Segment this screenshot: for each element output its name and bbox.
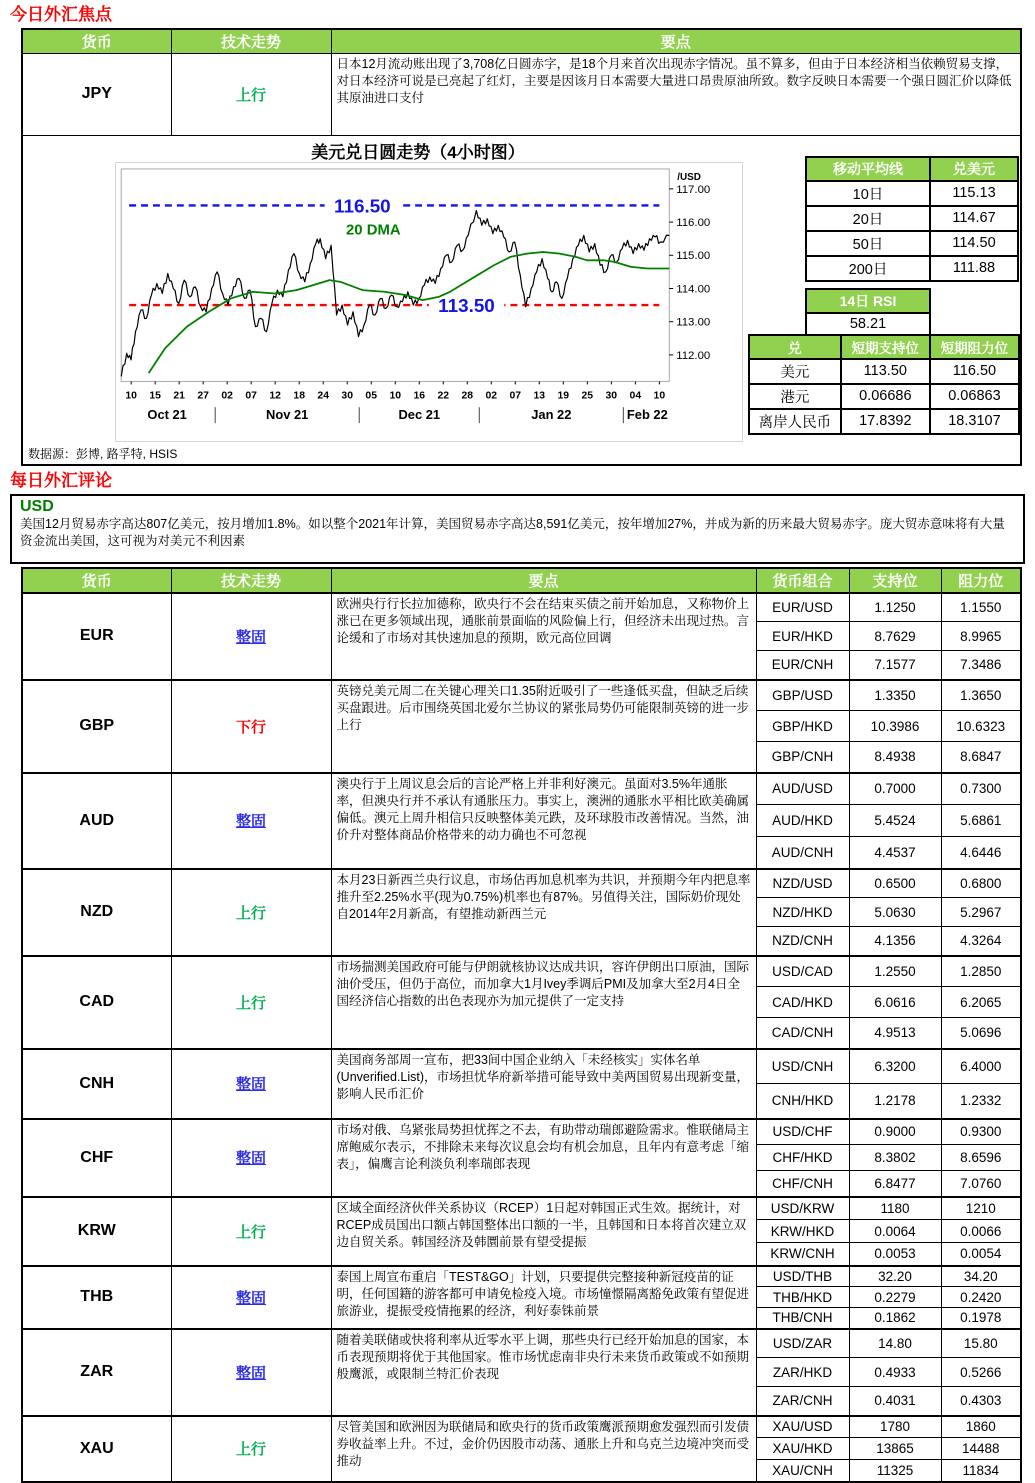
- trend-cell: 整固: [171, 1329, 331, 1416]
- header-pair: 货币组合: [756, 568, 849, 593]
- ma-header: 移动平均线: [806, 157, 930, 181]
- keypoints-cell: 欧洲央行行长拉加德称，欧央行不会在结束买债之前开始加息，又称物价上涨已在更多领域出现，通胀前景面临的风险偏上行，但经济未出现过热。言论缓和了市场对其快速加息的预期，欧元高位回调: [331, 593, 756, 680]
- trend-cell: 整固: [171, 1049, 331, 1119]
- x-tick-label: 10: [653, 389, 666, 401]
- support-cell: 1.1250: [849, 593, 941, 622]
- y-tick-label: 116.00: [676, 216, 711, 229]
- focus-trend-cell: 上行: [171, 53, 331, 135]
- pair-cell: CHF/HKD: [756, 1145, 849, 1171]
- x-tick-label: 02: [485, 389, 498, 401]
- currency-cell: NZD: [22, 869, 171, 956]
- x-tick-label: 30: [341, 389, 354, 401]
- resistance-cell: 6.2065: [941, 987, 1021, 1018]
- ma-cell: 50日: [806, 231, 930, 256]
- support-cell: 13865: [849, 1438, 941, 1460]
- resistance-cell: 14488: [941, 1438, 1021, 1460]
- sr-cell: 116.50: [930, 359, 1019, 384]
- support-cell: 4.1356: [849, 927, 941, 956]
- commentary-table: [21, 567, 1022, 1483]
- resistance-cell: 7.3486: [941, 651, 1021, 680]
- ma-cell: 114.50: [930, 231, 1018, 256]
- support-cell: 10.3986: [849, 711, 941, 742]
- resistance-cell: 11834: [941, 1460, 1021, 1482]
- x-tick-label: 22: [437, 389, 450, 401]
- datasource-row: [22, 443, 1021, 465]
- focus-header-keypoints: 要点: [331, 29, 1021, 54]
- currency-cell: XAU: [22, 1416, 171, 1482]
- x-tick-label: 07: [509, 389, 522, 401]
- trend-cell: 整固: [171, 773, 331, 869]
- resistance-cell: 34.20: [941, 1266, 1021, 1287]
- keypoints-cell: 尽管美国和欧洲因为联储局和欧央行的货币政策鹰派预期愈发强烈而引发债券收益率上升。不过，金价仍因股市动荡、通胀上升和乌克兰边境冲突而受推动: [331, 1416, 756, 1482]
- header-currency: 货币: [22, 568, 171, 593]
- x-tick-label: 07: [245, 389, 257, 401]
- header-keypoints: 要点: [331, 568, 756, 593]
- pair-cell: ZAR/CNH: [756, 1387, 849, 1416]
- support-cell: 0.0053: [849, 1243, 941, 1266]
- pair-cell: XAU/CNH: [756, 1460, 849, 1482]
- support-cell: 1.2178: [849, 1084, 941, 1119]
- dma-label: 20 DMA: [346, 222, 401, 239]
- pair-cell: THB/CNH: [756, 1308, 849, 1329]
- level-label: 116.50: [334, 194, 391, 216]
- sr-cell: 113.50: [841, 359, 930, 384]
- resistance-cell: 0.1978: [941, 1308, 1021, 1329]
- pair-cell: EUR/HKD: [756, 622, 849, 651]
- level-label: 113.50: [438, 294, 495, 316]
- pair-cell: GBP/USD: [756, 680, 849, 711]
- section-title-daily-commentary: 每日外汇评论: [10, 471, 112, 491]
- month-label: Oct 21: [147, 406, 187, 422]
- pair-cell: AUD/HKD: [756, 805, 849, 837]
- month-label: Dec 21: [398, 406, 441, 422]
- keypoints-cell: 市场揣测美国政府可能与伊朗就核协议达成共识，容许伊朗出口原油，国际油价受压，但仍于高位，而加拿大1月Ivey季调后PMI及加拿大至2月4日全国经济信心指数的出色表现亦为加元提供了一定支持: [331, 956, 756, 1049]
- ma-row: [806, 231, 1018, 256]
- x-tick-label: 13: [533, 389, 546, 401]
- focus-header-trend: 技术走势: [171, 29, 331, 54]
- x-tick-label: 27: [197, 389, 209, 401]
- sr-cell: 0.06686: [841, 384, 930, 409]
- resistance-cell: 0.4303: [941, 1387, 1021, 1416]
- support-cell: 14.80: [849, 1329, 941, 1358]
- keypoints-cell: 英镑兑美元周二在关键心理关口1.35附近吸引了一些逢低买盘，但缺乏后续买盘跟进。后市围绕英国北爱尔兰协议的紧张局势仍可能限制英镑的进一步上行: [331, 680, 756, 773]
- resistance-cell: 5.6861: [941, 805, 1021, 837]
- ma-cell: 200日: [806, 256, 930, 281]
- header-support: 支持位: [849, 568, 941, 593]
- resistance-cell: 1.2332: [941, 1084, 1021, 1119]
- pair-cell: CHF/CNH: [756, 1171, 849, 1197]
- ma-cell: 10日: [806, 181, 930, 206]
- x-tick-label: 21: [173, 389, 185, 401]
- sr-cell: 0.06863: [930, 384, 1019, 409]
- table-row: [22, 1119, 1021, 1145]
- support-cell: 5.4524: [849, 805, 941, 837]
- focus-header-row: [22, 29, 1021, 54]
- pair-cell: CAD/CNH: [756, 1018, 849, 1049]
- pair-cell: USD/KRW: [756, 1197, 849, 1220]
- pair-cell: KRW/HKD: [756, 1220, 849, 1243]
- sr-header: 兑: [749, 335, 841, 359]
- pair-cell: XAU/USD: [756, 1416, 849, 1438]
- support-cell: 0.7000: [849, 773, 941, 805]
- month-label: Jan 22: [531, 406, 572, 422]
- pair-cell: NZD/USD: [756, 869, 849, 898]
- pair-cell: ZAR/HKD: [756, 1358, 849, 1387]
- support-cell: 8.7629: [849, 622, 941, 651]
- pair-cell: GBP/CNH: [756, 742, 849, 773]
- pair-cell: USD/CHF: [756, 1119, 849, 1145]
- keypoints-cell: 澳央行于上周议息会后的言论严格上并非利好澳元。虽面对3.5%年通胀率，但澳央行并不承认有通胀压力。事实上，澳洲的通胀水平相比欧美确属偏低。澳元上周升相信只反映整体美元跌，及环球股市改善情况。当然，油价升对整体商品价格带来的动力确也不可忽视: [331, 773, 756, 869]
- x-tick-label: 04: [629, 389, 642, 401]
- resistance-cell: 10.6323: [941, 711, 1021, 742]
- resistance-cell: 0.0054: [941, 1243, 1021, 1266]
- pair-cell: EUR/USD: [756, 593, 849, 622]
- x-tick-label: 25: [581, 389, 594, 401]
- currency-cell: CNH: [22, 1049, 171, 1119]
- support-cell: 8.3802: [849, 1145, 941, 1171]
- trend-cell: 整固: [171, 1266, 331, 1329]
- sr-cell: 18.3107: [930, 409, 1019, 434]
- pair-cell: KRW/CNH: [756, 1243, 849, 1266]
- support-cell: 8.4938: [849, 742, 941, 773]
- forex-daily-report: [0, 5, 1035, 1483]
- resistance-cell: 0.6800: [941, 869, 1021, 898]
- pair-cell: EUR/CNH: [756, 651, 849, 680]
- pair-cell: THB/HKD: [756, 1287, 849, 1308]
- ma-header: 兑美元: [930, 157, 1018, 181]
- support-cell: 6.0616: [849, 987, 941, 1018]
- usdjpy-chart: [115, 162, 743, 442]
- trend-cell: 上行: [171, 1416, 331, 1482]
- keypoints-cell: 区域全面经济伙伴关系协议（RCEP）1日起对韩国正式生效。据统计，对RCEP成员国出口额占韩国整体出口额的一半，且韩国和日本将首次建立双边自贸关系。韩国经济及韩圜前景有望受提振: [331, 1197, 756, 1266]
- x-tick-label: 05: [365, 389, 378, 401]
- rsi-row: [806, 313, 930, 335]
- support-cell: 1.2550: [849, 956, 941, 987]
- pair-cell: AUD/CNH: [756, 837, 849, 869]
- moving-average-table: [805, 156, 1019, 282]
- resistance-cell: 1.3650: [941, 680, 1021, 711]
- x-tick-label: 02: [221, 389, 233, 401]
- sr-cell: 17.8392: [841, 409, 930, 434]
- rsi-header: 14日 RSI: [806, 289, 930, 313]
- table-row: [22, 773, 1021, 805]
- pair-cell: USD/THB: [756, 1266, 849, 1287]
- resistance-cell: 0.0066: [941, 1220, 1021, 1243]
- support-resistance-table: [748, 334, 1020, 435]
- currency-cell: CHF: [22, 1119, 171, 1197]
- x-tick-label: 24: [317, 389, 330, 401]
- resistance-cell: 5.0696: [941, 1018, 1021, 1049]
- usd-commentary-text: 美国12月贸易赤字高达807亿美元，按月增加1.8%。如以整个2021年计算，美国贸易赤字高达8,591亿美元，按年增加27%，并成为新的历来最大贸易赤字。庞大贸赤意味将有大量资金流出美国，这可视为对美元不利因素: [20, 516, 1005, 548]
- support-cell: 0.4933: [849, 1358, 941, 1387]
- sr-header: 短期阻力位: [930, 335, 1019, 359]
- x-tick-label: 30: [605, 389, 618, 401]
- table-row: [22, 956, 1021, 987]
- chart-title: 美元兑日圆走势（4小时图）: [311, 142, 525, 162]
- support-cell: 0.6500: [849, 869, 941, 898]
- rsi-table: [805, 288, 931, 336]
- pair-cell: CAD/HKD: [756, 987, 849, 1018]
- support-cell: 4.4537: [849, 837, 941, 869]
- currency-cell: KRW: [22, 1197, 171, 1266]
- support-cell: 0.9000: [849, 1119, 941, 1145]
- unit-label: /USD: [677, 171, 701, 183]
- trend-cell: 整固: [171, 1119, 331, 1197]
- chart-row: [22, 135, 1021, 443]
- trend-cell: 下行: [171, 680, 331, 773]
- pair-cell: USD/CNH: [756, 1049, 849, 1084]
- currency-cell: EUR: [22, 593, 171, 680]
- y-tick-label: 117.00: [676, 183, 711, 196]
- sr-cell: 港元: [749, 384, 841, 409]
- currency-cell: GBP: [22, 680, 171, 773]
- table-row: [22, 869, 1021, 898]
- resistance-cell: 8.6847: [941, 742, 1021, 773]
- table-row: [22, 1416, 1021, 1438]
- table-row: [22, 1049, 1021, 1084]
- currency-cell: AUD: [22, 773, 171, 869]
- focus-table: [21, 28, 1022, 467]
- pair-cell: NZD/CNH: [756, 927, 849, 956]
- month-label: Feb 22: [626, 406, 668, 422]
- trend-cell: 上行: [171, 1197, 331, 1266]
- trend-cell: 上行: [171, 869, 331, 956]
- resistance-cell: 8.9965: [941, 622, 1021, 651]
- y-tick-label: 114.00: [676, 282, 711, 295]
- table-row: [22, 680, 1021, 711]
- support-cell: 32.20: [849, 1266, 941, 1287]
- x-tick-label: 18: [293, 389, 305, 401]
- resistance-cell: 0.2420: [941, 1287, 1021, 1308]
- resistance-cell: 0.7300: [941, 773, 1021, 805]
- support-cell: 0.4031: [849, 1387, 941, 1416]
- keypoints-cell: 本月23日新西兰央行议息，市场估再加息机率为共识，并预期今年内把息率推升至2.25%水平(现为0.75%)机率也有87%。另值得关注，国际奶价现处自2014年2月新高，有望推动新西兰元: [331, 869, 756, 956]
- sr-header: 短期支持位: [841, 335, 930, 359]
- sr-row: [749, 409, 1019, 434]
- sr-cell: 美元: [749, 359, 841, 384]
- sr-row: [749, 384, 1019, 409]
- resistance-cell: 1210: [941, 1197, 1021, 1220]
- support-cell: 0.2279: [849, 1287, 941, 1308]
- pair-cell: USD/ZAR: [756, 1329, 849, 1358]
- keypoints-cell: 市场对俄、乌紧张局势担忧挥之不去，有助带动瑞郎避险需求。惟联储局主席鲍威尔表示，不排除未来每次议息会均有机会加息，且年内有意考虑「缩表」，偏鹰言论利淡负利率瑞郎表现: [331, 1119, 756, 1197]
- resistance-cell: 7.0760: [941, 1171, 1021, 1197]
- pair-cell: AUD/USD: [756, 773, 849, 805]
- support-cell: 4.9513: [849, 1018, 941, 1049]
- keypoints-cell: 随着美联储或快将利率从近零水平上调，那些央行已经开始加息的国家，本币表现预期将优于其他国家。惟市场忧虑南非央行未来货币政策或不如预期般鹰派，或限制兰特汇价表现: [331, 1329, 756, 1416]
- support-cell: 0.1862: [849, 1308, 941, 1329]
- x-tick-label: 19: [557, 389, 570, 401]
- support-cell: 11325: [849, 1460, 941, 1482]
- table-row: [22, 593, 1021, 622]
- usd-label: USD: [20, 497, 54, 515]
- ma-cell: 115.13: [930, 181, 1018, 206]
- pair-cell: CNH/HKD: [756, 1084, 849, 1119]
- ma-row: [806, 181, 1018, 206]
- focus-currency-cell: JPY: [22, 53, 171, 135]
- support-cell: 6.8477: [849, 1171, 941, 1197]
- y-tick-label: 112.00: [676, 349, 711, 362]
- ma-cell: 114.67: [930, 206, 1018, 231]
- section-title-today-focus: 今日外汇焦点: [10, 5, 112, 24]
- y-tick-label: 115.00: [676, 249, 711, 262]
- ma-row: [806, 256, 1018, 281]
- sr-cell: 离岸人民币: [749, 409, 841, 434]
- trend-cell: 整固: [171, 593, 331, 680]
- datasource-text: 数据源：彭博, 路孚特, HSIS: [22, 443, 1021, 465]
- resistance-cell: 1.1550: [941, 593, 1021, 622]
- resistance-cell: 1.2850: [941, 956, 1021, 987]
- x-tick-label: 28: [461, 389, 474, 401]
- header-resistance: 阻力位: [941, 568, 1021, 593]
- table-row: [22, 1266, 1021, 1287]
- support-cell: 5.0630: [849, 898, 941, 927]
- pair-cell: USD/CAD: [756, 956, 849, 987]
- trend-cell: 上行: [171, 956, 331, 1049]
- support-cell: 6.3200: [849, 1049, 941, 1084]
- support-cell: 1780: [849, 1416, 941, 1438]
- support-cell: 1180: [849, 1197, 941, 1220]
- rsi-cell: 58.21: [806, 313, 930, 335]
- focus-header-currency: 货币: [22, 29, 171, 54]
- pair-cell: GBP/HKD: [756, 711, 849, 742]
- x-tick-label: 10: [389, 389, 402, 401]
- ma-cell: 111.88: [930, 256, 1018, 281]
- support-cell: 7.1577: [849, 651, 941, 680]
- x-tick-label: 12: [269, 389, 281, 401]
- usd-commentary-box: [10, 494, 1025, 564]
- keypoints-cell: 泰国上周宣布重启「TEST&GO」计划，只要提供完整接种新冠疫苗的证明，任何国籍的游客都可申请免检疫入境。市场憧憬隔离豁免政策有望促进旅游业，提振受疫情拖累的经济，利好泰铢前景: [331, 1266, 756, 1329]
- resistance-cell: 15.80: [941, 1329, 1021, 1358]
- resistance-cell: 6.4000: [941, 1049, 1021, 1084]
- x-tick-label: 15: [149, 389, 161, 401]
- support-cell: 0.0064: [849, 1220, 941, 1243]
- resistance-cell: 5.2967: [941, 898, 1021, 927]
- resistance-cell: 4.3264: [941, 927, 1021, 956]
- resistance-cell: 0.9300: [941, 1119, 1021, 1145]
- pair-cell: NZD/HKD: [756, 898, 849, 927]
- ma-row: [806, 206, 1018, 231]
- support-cell: 1.3350: [849, 680, 941, 711]
- focus-row-jpy: [22, 53, 1021, 135]
- table-row: [22, 1197, 1021, 1220]
- keypoints-cell: 美国商务部周一宣布，把33间中国企业纳入「未经核实」实体名单(Unverified.List)，市场担忧华府新举措可能导致中美两国贸易出现新变量，影响人民币汇价: [331, 1049, 756, 1119]
- commentary-header-row: [22, 568, 1021, 593]
- pair-cell: XAU/HKD: [756, 1438, 849, 1460]
- header-trend: 技术走势: [171, 568, 331, 593]
- ma-cell: 20日: [806, 206, 930, 231]
- resistance-cell: 0.5266: [941, 1358, 1021, 1387]
- currency-cell: THB: [22, 1266, 171, 1329]
- x-tick-label: 10: [125, 389, 137, 401]
- focus-keypoints-cell: 日本12月流动账出现了3,708亿日圆赤字，是18个月来首次出现赤字情况。虽不算多，但由于日本经济相当依赖贸易支撑，对日本经济可说是已亮起了红灯，主要是因该月日本需要大量进口昂贵原油所致。数字反映日本需要一个强日圆汇价以降低其原油进口支付: [331, 53, 1021, 135]
- currency-cell: ZAR: [22, 1329, 171, 1416]
- sr-row: [749, 359, 1019, 384]
- resistance-cell: 1860: [941, 1416, 1021, 1438]
- y-tick-label: 113.00: [676, 316, 711, 329]
- table-row: [22, 1329, 1021, 1358]
- resistance-cell: 4.6446: [941, 837, 1021, 869]
- x-tick-label: 16: [413, 389, 426, 401]
- month-label: Nov 21: [266, 406, 309, 422]
- currency-cell: CAD: [22, 956, 171, 1049]
- resistance-cell: 8.6596: [941, 1145, 1021, 1171]
